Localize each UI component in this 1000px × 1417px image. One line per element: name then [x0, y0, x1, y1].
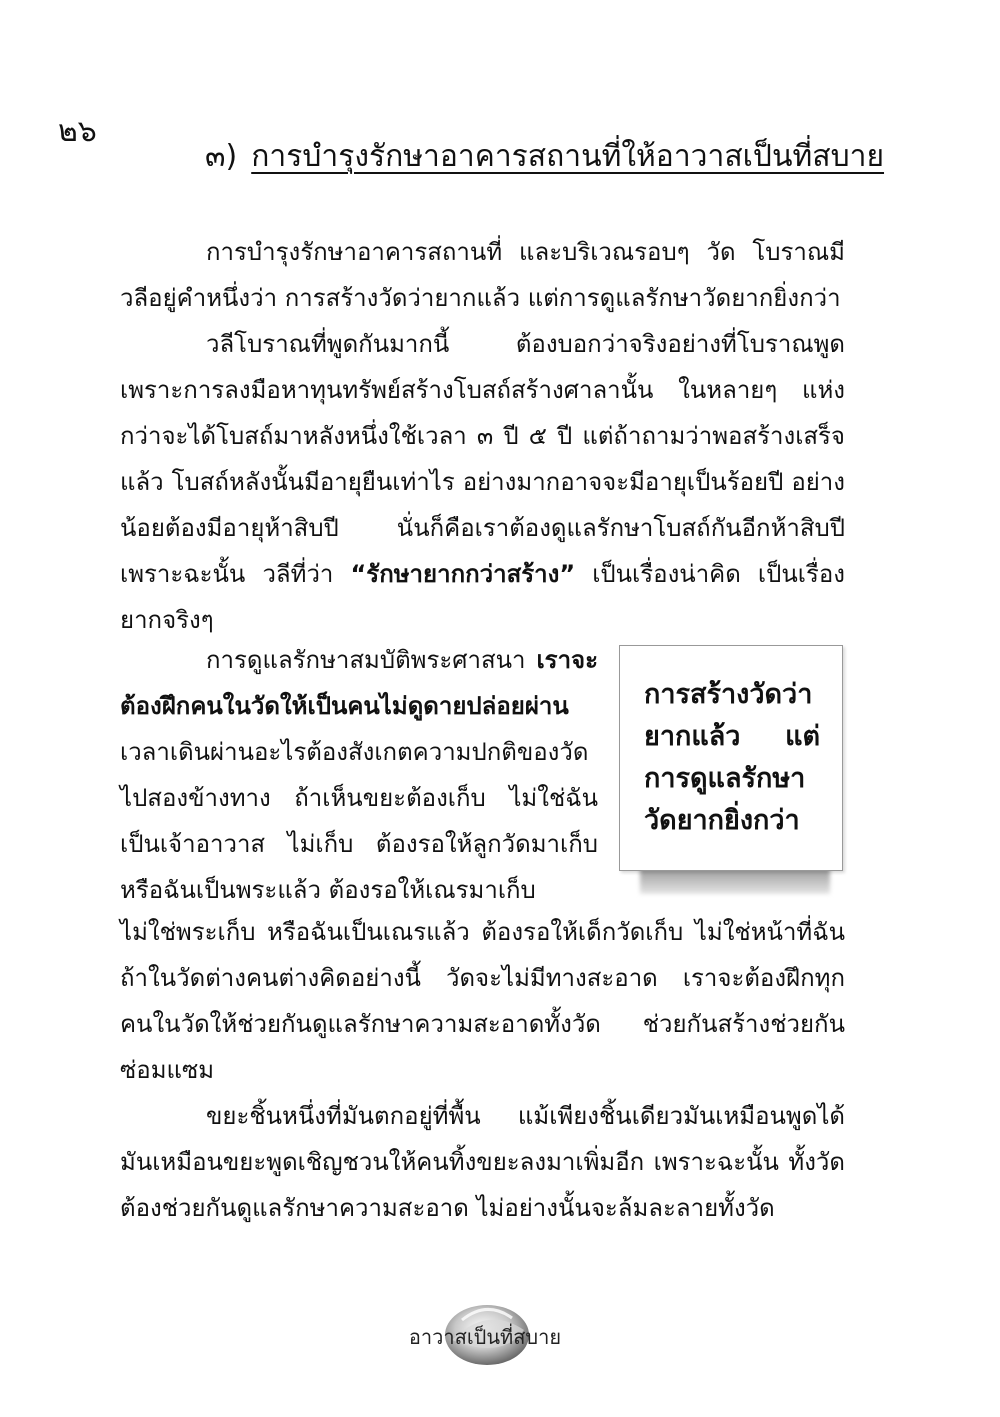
- paragraph-3-rest: เวลาเดินผ่านอะไรต้องสังเกตความปกติของวัดไปสองข้างทาง ถ้าเห็นขยะต้องเก็บ ไม่ใช่ฉันเป็นเจ้าอาวาส ไม่เก็บ ต้องรอให้ลูกวัดมาเก็บ หรือฉันเป็นพระแล้ว ต้องรอให้เณรมาเก็บ: [120, 738, 598, 904]
- paragraph-1: การบำรุงรักษาอาคารสถานที่ และบริเวณรอบๆ วัด โบราณมีวลีอยู่คำหนึ่งว่า การสร้างวัดว่ายากแล้ว แต่การดูแลรักษาวัดยากยิ่งกว่า: [120, 238, 845, 312]
- callout-line-4: วัดยากยิ่งกว่า: [644, 805, 800, 836]
- callout-box: [619, 645, 843, 871]
- callout-shadow: [640, 868, 830, 894]
- paragraph-3-tail: ไม่ใช่พระเก็บ หรือฉันเป็นเณรแล้ว ต้องรอให้เด็กวัดเก็บ ไม่ใช่หน้าที่ฉัน ถ้าในวัดต่างคนต่างคิดอย่างนี้ วัดจะไม่มีทางสะอาด เราจะต้องฝึกทุกคนในวัดให้ช่วยกันดูแลรักษาความสะอาดทั้งวัด ช่วยกันสร้างช่วยกันซ่อมแซม: [120, 918, 845, 1084]
- paragraph-4: ขยะชิ้นหนึ่งที่มันตกอยู่ที่พื้น แม้เพียงชิ้นเดียวมันเหมือนพูดได้ มันเหมือนขยะพูดเชิญชวนให้คนทิ้งขยะลงมาเพิ่มอีก เพราะฉะนั้น ทั้งวัดต้องช่วยกันดูแลรักษาความสะอาด ไม่อย่างนั้นจะล้มละลายทั้งวัด: [120, 1102, 845, 1222]
- heading-number: ๓): [205, 139, 238, 174]
- paragraph-3-bold: เราจะต้องฝึกคนในวัดให้เป็นคนไม่ดูดายปล่อยผ่าน: [120, 646, 598, 720]
- section-heading: [205, 134, 884, 180]
- paragraph-block-1: [120, 229, 845, 643]
- paragraph-2-after: เป็นเรื่องน่าคิด เป็นเรื่องยากจริงๆ: [120, 560, 845, 634]
- paragraph-3-narrow: [120, 637, 598, 913]
- page-number: ๒๖: [58, 114, 97, 149]
- callout-line-1: การสร้างวัดว่า: [644, 679, 813, 710]
- paragraph-2: [120, 321, 845, 643]
- paragraph-2-quote: “รักษายากกว่าสร้าง”: [350, 560, 576, 588]
- callout-line-3: การดูแลรักษา: [644, 763, 806, 794]
- callout-line-2b: แต่: [785, 721, 820, 752]
- heading-title: การบำรุงรักษาอาคารสถานที่ให้อาวาสเป็นที่สบาย: [251, 139, 885, 174]
- paragraph-2-text: วลีโบราณที่พูดกันมากนี้ ต้องบอกว่าจริงอย่างที่โบราณพูด เพราะการลงมือหาทุนทรัพย์สร้างโบสถ์สร้างศาลานั้น ในหลายๆ แห่งกว่าจะได้โบสถ์มาหลังหนึ่งใช้เวลา ๓ ปี ๕ ปี แต่ถ้าถามว่าพอสร้างเสร็จแล้ว โบสถ์หลังนั้นมีอายุยืนเท่าไร อย่างมากอาจจะมีอายุเป็นร้อยปี อย่างน้อยต้องมีอายุห้าสิบปี นั่นก็คือเราต้องดูแลรักษาโบสถ์กันอีกห้าสิบปี เพราะฉะนั้น วลีที่ว่า: [120, 330, 845, 588]
- footer-text: อาวาสเป็นที่สบาย: [408, 1325, 562, 1349]
- callout-line-2: [644, 716, 824, 758]
- callout-line-2a: ยากแล้ว: [644, 721, 741, 752]
- paragraph-3-intro: การดูแลรักษาสมบัติพระศาสนา: [206, 646, 537, 674]
